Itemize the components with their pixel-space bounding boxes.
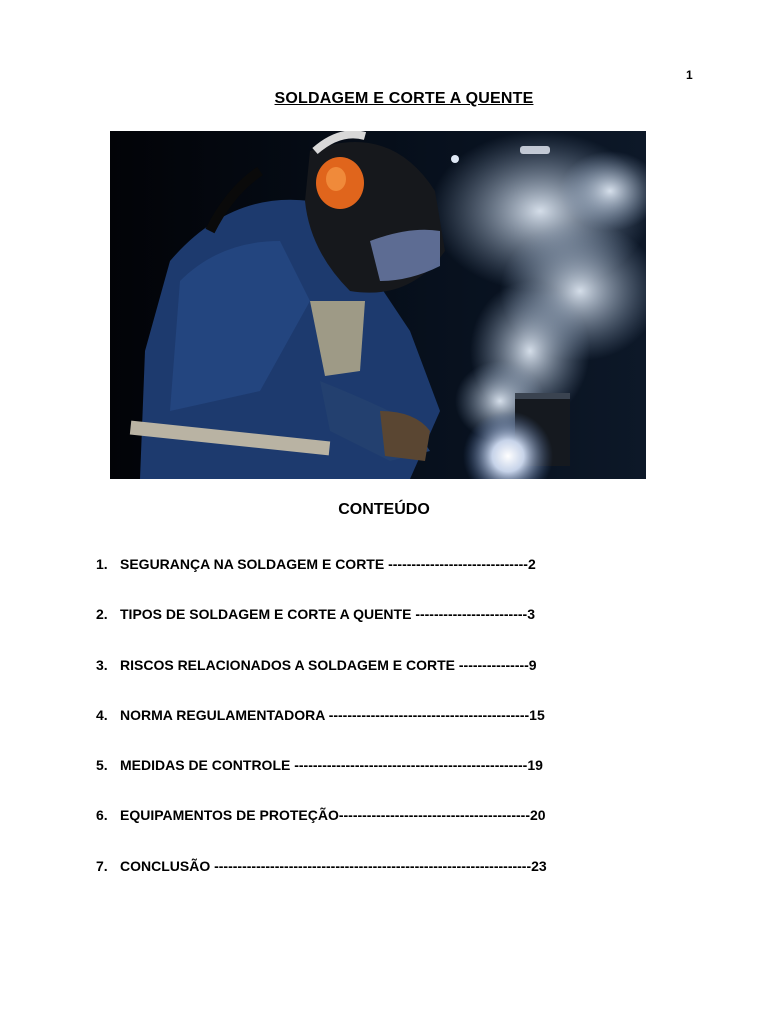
toc-item-text: NORMA REGULAMENTADORA -------------------------------------------15: [120, 706, 545, 723]
toc-item: [96, 605, 616, 655]
toc-item-number: 6.: [96, 807, 108, 824]
toc-item: [96, 555, 616, 605]
toc-item: [96, 857, 616, 907]
toc-item-number: 7.: [96, 857, 108, 874]
toc-item-number: 3.: [96, 656, 108, 673]
toc-item-number: 4.: [96, 706, 108, 723]
toc-item-text: CONCLUSÃO --------------------------------------------------------------------23: [120, 857, 547, 874]
toc-item-text: MEDIDAS DE CONTROLE --------------------------------------------------19: [120, 757, 543, 774]
page-number: 1: [686, 68, 693, 82]
toc-item: [96, 756, 616, 806]
toc-item-text: TIPOS DE SOLDAGEM E CORTE A QUENTE ------------------------3: [120, 606, 535, 623]
toc-heading: CONTEÚDO: [338, 501, 430, 518]
table-of-contents: [96, 555, 616, 907]
toc-item-number: 5.: [96, 757, 108, 774]
toc-item-number: 1.: [96, 556, 108, 572]
toc-item: [96, 806, 616, 856]
toc-item: [96, 706, 616, 756]
document-title: SOLDAGEM E CORTE A QUENTE: [274, 90, 534, 107]
toc-item-text: SEGURANÇA NA SOLDAGEM E CORTE ------------------------------2: [120, 556, 536, 572]
toc-item: [96, 656, 616, 706]
toc-item-number: 2.: [96, 606, 108, 623]
toc-item-text: EQUIPAMENTOS DE PROTEÇÃO-----------------------------------------20: [120, 807, 546, 824]
toc-item-text: RISCOS RELACIONADOS A SOLDAGEM E CORTE ---------------9: [120, 656, 537, 673]
welder-photo: [110, 131, 646, 479]
